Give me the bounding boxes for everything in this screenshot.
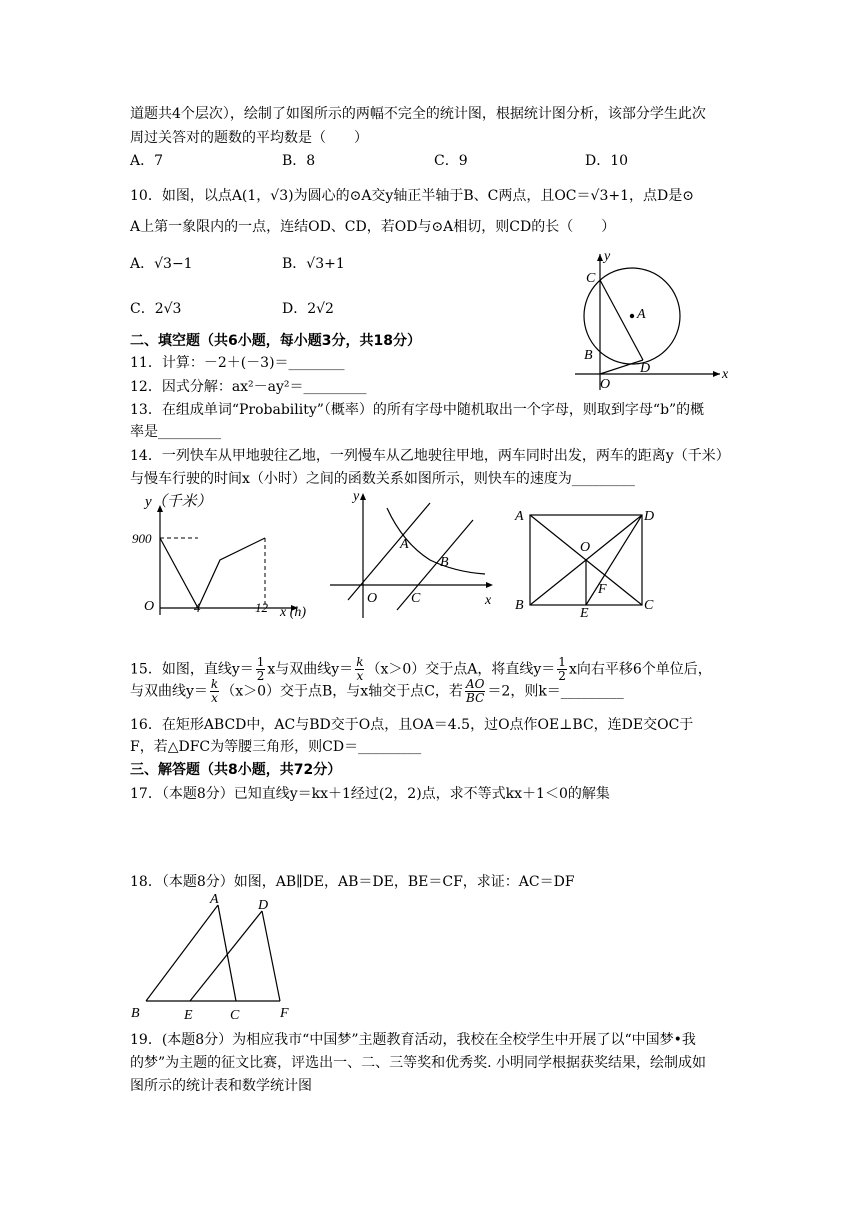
q9-option-b: B．8 bbox=[282, 153, 316, 169]
fig16-label-a: A bbox=[515, 509, 524, 524]
q13-line1: 13．在组成单词“Probability”（概率）的所有字母中随机取出一个字母，则取到字母“b”的概 bbox=[130, 402, 705, 418]
q15-text-4: x向右平移6个单位后， bbox=[568, 661, 712, 678]
q11: 11．计算：－2＋(－3)＝________ bbox=[130, 355, 345, 371]
fig16-label-d: D bbox=[644, 509, 655, 524]
fig14-o: O bbox=[144, 599, 155, 614]
q10-option-b: B．√3+1 bbox=[282, 256, 345, 272]
q15-graph bbox=[325, 488, 500, 623]
q19-line1: 19．(本题8分）为相应我市“中国梦”主题教育活动，我校在全校学生中开展了以“中国梦•我 bbox=[130, 1032, 696, 1048]
q15-frac-half-2: $\frac{1}{2}$ bbox=[558, 655, 566, 683]
fig14-ylabel: y（千米） bbox=[145, 494, 212, 510]
q9-line1: 道题共4个层次），绘制了如图所示的两幅不完全的统计图，根据统计图分析，该部分学生此次 bbox=[130, 106, 706, 122]
section2-heading: 二、填空题（共6小题，每小题3分，共18分） bbox=[130, 333, 421, 349]
q10-option-a: A．√3−1 bbox=[130, 256, 193, 272]
fig16-label-e: E bbox=[580, 606, 589, 621]
fig16-label-c: C bbox=[644, 598, 654, 613]
fig14-xlabel: x (h) bbox=[280, 605, 307, 620]
fig14-x4: 4 bbox=[194, 600, 201, 615]
q10-line2: A上第一象限内的一点，连结OD、CD，若OD与⊙A相切，则CD的长（ ） bbox=[130, 219, 616, 235]
q13-line2: 率是_________ bbox=[130, 424, 221, 440]
q15-text-1: 15．如图，直线y＝ bbox=[130, 661, 254, 678]
fig18-label-b: B bbox=[131, 1006, 140, 1021]
q10-circle-figure bbox=[570, 250, 740, 395]
fig15-label-a: A bbox=[400, 537, 409, 552]
q15-frac-k: $\frac{k}{x}$ bbox=[356, 655, 364, 683]
q10-label-a: A bbox=[637, 307, 646, 322]
q10-option-c: C．2√3 bbox=[130, 301, 182, 317]
q18-triangles-figure bbox=[128, 893, 298, 1023]
q18: 18．（本题8分）如图，AB∥DE，AB＝DE，BE＝CF，求证：AC＝DF bbox=[130, 874, 575, 890]
q10-option-d: D．2√2 bbox=[282, 301, 334, 317]
q17: 17．（本题8分）已知直线y＝kx＋1经过(2，2)点，求不等式kx＋1＜0的解集 bbox=[130, 786, 610, 802]
q15-text-6: （x＞0）交于点B，与x轴交于点C，若 bbox=[221, 683, 463, 700]
q14-line2: 与慢车行驶的时间x（小时）之间的函数关系如图所示，则快车的速度为_________ bbox=[130, 471, 635, 487]
fig15-label-c: C bbox=[411, 591, 421, 606]
q10-label-d: D bbox=[640, 361, 651, 376]
q15-frac-half: $\frac{1}{2}$ bbox=[256, 655, 265, 683]
q15-text-2: x与双曲线y＝ bbox=[267, 661, 354, 678]
q19-line2: 的梦”为主题的征文比赛，评选出一、二、三等奖和优秀奖. 小明同学根据获奖结果，绘制成如 bbox=[130, 1055, 707, 1071]
section3-heading: 三、解答题（共8小题，共72分） bbox=[130, 762, 342, 778]
fig18-label-f: F bbox=[280, 1006, 289, 1021]
q9-option-a: A．7 bbox=[130, 153, 164, 169]
fig14-y900: 900 bbox=[132, 531, 152, 546]
q15-frac-ao-bc: $\frac{AO}{BC}$ bbox=[465, 677, 485, 705]
q19-line3: 图所示的统计表和数学统计图 bbox=[130, 1078, 312, 1094]
q10-line1: 10．如图，以点A(1，√3)为圆心的⊙A交y轴正半轴于B、C两点，且OC＝√3+1，点D是⊙ bbox=[130, 188, 694, 204]
fig16-label-f: F bbox=[598, 582, 607, 597]
q16-rectangle-figure bbox=[512, 505, 662, 621]
fig15-label-b: B bbox=[440, 555, 449, 570]
q10-label-b: B bbox=[584, 348, 593, 363]
q9-line2: 周过关答对的题数的平均数是（ ） bbox=[130, 130, 368, 146]
q10-label-c: C bbox=[586, 271, 596, 286]
q14-graph bbox=[130, 490, 320, 625]
fig18-label-e: E bbox=[184, 1008, 193, 1023]
fig15-label-o: O bbox=[367, 591, 378, 606]
fig15-label-y: y bbox=[353, 489, 360, 504]
q15-text-7: ＝2，则k＝_________ bbox=[487, 683, 624, 700]
q10-label-o: O bbox=[600, 377, 611, 392]
fig16-label-o: O bbox=[580, 540, 591, 555]
fig18-label-d: D bbox=[258, 898, 269, 913]
q10-label-x: x bbox=[722, 367, 729, 382]
fig18-label-c: C bbox=[230, 1008, 240, 1023]
q15-frac-k-2: $\frac{k}{x}$ bbox=[210, 677, 219, 705]
q15-text-3: （x＞0）交于点A，将直线y＝ bbox=[366, 661, 556, 678]
q12: 12．因式分解：ax²－ay²＝_________ bbox=[130, 379, 367, 395]
fig14-x12: 12 bbox=[255, 600, 268, 615]
q10-label-y: y bbox=[604, 249, 611, 264]
q16-line1: 16．在矩形ABCD中，AC与BD交于O点，且OA＝4.5，过O点作OE⊥BC，连DE交OC于 bbox=[130, 717, 694, 733]
q15-text-5: 与双曲线y＝ bbox=[130, 683, 208, 700]
q16-line2: F，若△DFC为等腰三角形，则CD＝_________ bbox=[130, 739, 422, 755]
fig15-label-x: x bbox=[485, 593, 492, 608]
q9-option-c: C．9 bbox=[434, 153, 468, 169]
q15-line2 bbox=[130, 678, 624, 705]
q9-option-d: D．10 bbox=[585, 153, 629, 169]
fig18-label-a: A bbox=[210, 892, 219, 907]
q14-line1: 14．一列快车从甲地驶往乙地，一列慢车从乙地驶往甲地，两车同时出发，两车的距离y（千米） bbox=[130, 448, 730, 464]
fig16-label-b: B bbox=[515, 598, 524, 613]
